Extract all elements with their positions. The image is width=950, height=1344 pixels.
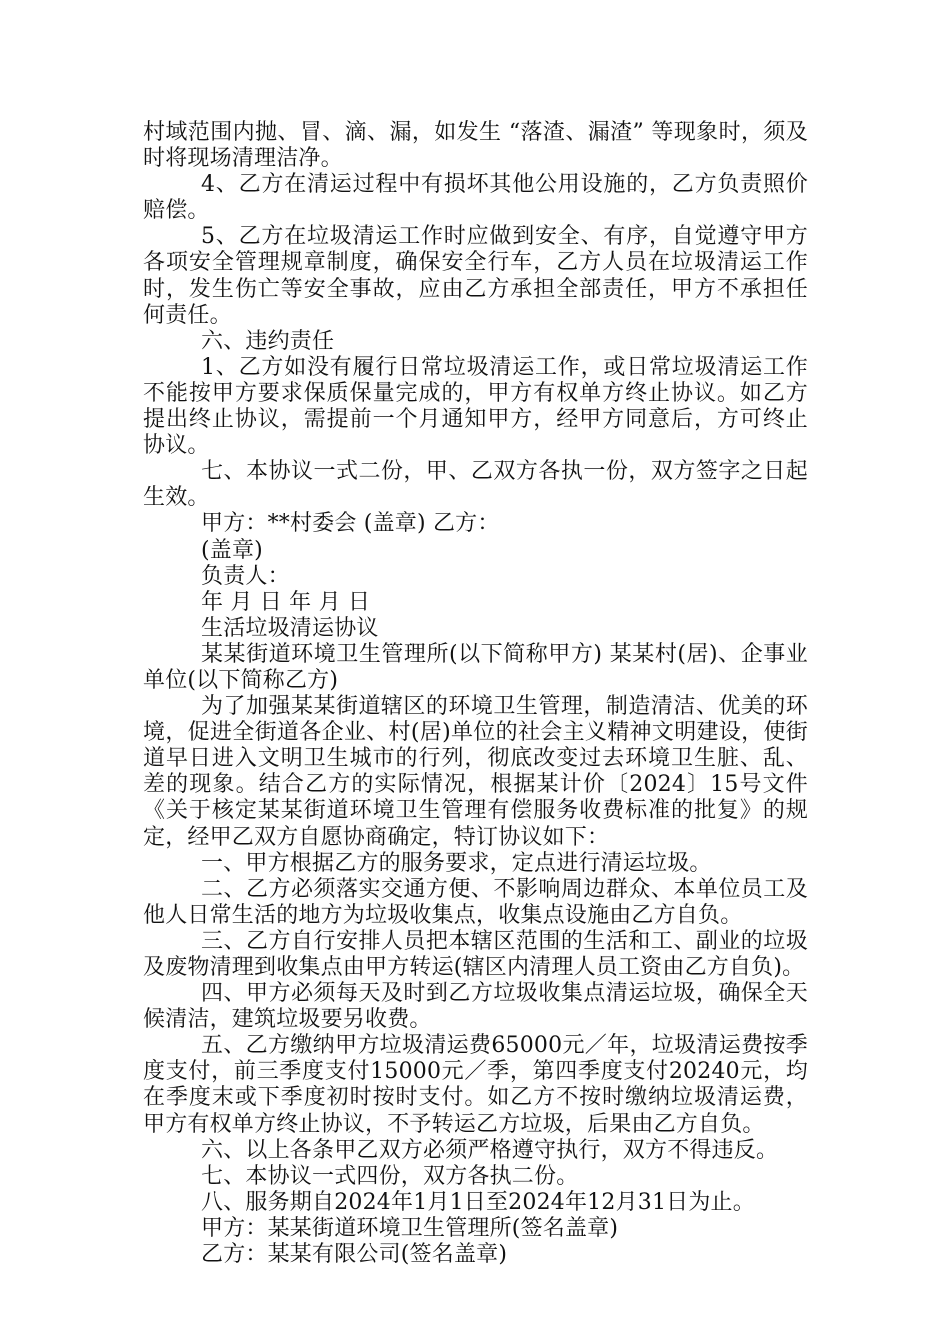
paragraph-article-5: 五、乙方缴纳甲方垃圾清运费65000元／年，垃圾清运费按季度支付，前三季度支付15000元／季，第四季度支付20240元，均在季度末或下季度初时按时支付。如乙方不按时缴纳垃圾清运费，甲方有权单方终止协议，不予转运乙方垃圾，后果由乙方自负。 [143, 1033, 808, 1137]
paragraph-article-8: 八、服务期自2024年1月1日至2024年12月31日为止。 [201, 1189, 755, 1215]
paragraph-copies: 七、本协议一式二份，甲、乙双方各执一份，双方签字之日起生效。 [143, 459, 808, 511]
paragraph-liability-1: 1、乙方如没有履行日常垃圾清运工作，或日常垃圾清运工作不能按甲方要求保质保量完成的，甲方有权单方终止协议。如乙方提出终止协议，需提前一个月通知甲方，经甲方同意后，方可终止协议。 [143, 354, 808, 459]
signature-party-b: 乙方：某某有限公司(签名盖章) [201, 1242, 508, 1268]
paragraph-article-7: 七、本协议一式四份，双方各执二份。 [201, 1163, 579, 1189]
paragraph-article-1: 一、甲方根据乙方的服务要求，定点进行清运垃圾。 [201, 850, 712, 876]
section-heading-liability: 六、违约责任 [201, 328, 335, 354]
paragraph-parties: 某某街道环境卫生管理所(以下简称甲方) 某某村(居)、企事业单位(以下简称乙方) [143, 641, 808, 693]
paragraph-article-2: 二、乙方必须落实交通方便、不影响周边群众、本单位员工及他人日常生活的地方为垃圾收集点，收集点设施由乙方自负。 [143, 876, 808, 928]
paragraph-clause-4: 4、乙方在清运过程中有损坏其他公用设施的，乙方负责照价赔偿。 [143, 172, 808, 224]
paragraph-preamble: 为了加强某某街道辖区的环境卫生管理，制造清洁、优美的环境，促进全街道各企业、村(居)单位的社会主义精神文明建设，使街道早日进入文明卫生城市的行列，彻底改变过去环境卫生脏、乱、差的现象。结合乙方的实际情况，根据某计价〔2024〕15号文件《关于核定某某街道环境卫生管理有偿服务收费标准的批复》的规定，经甲乙双方自愿协商确定，特订协议如下： [143, 694, 808, 850]
document-page [143, 120, 808, 1268]
signature-line-parties: 甲方：**村委会 (盖章) 乙方： [201, 511, 500, 537]
signature-seal: (盖章) [201, 537, 263, 563]
signature-date: 年 月 日 年 月 日 [201, 589, 371, 615]
signature-party-a: 甲方：某某街道环境卫生管理所(签名盖章) [201, 1215, 619, 1241]
paragraph-clause-5: 5、乙方在垃圾清运工作时应做到安全、有序，自觉遵守甲方各项安全管理规章制度，确保安全行车，乙方人员在垃圾清运工作时，发生伤亡等安全事故，应由乙方承担全部责任，甲方不承担任何责任。 [143, 224, 808, 328]
paragraph-continuation: 村域范围内抛、冒、滴、漏，如发生 “落渣、漏渣” 等现象时，须及时将现场清理洁净。 [143, 120, 808, 172]
signature-responsible: 负责人： [201, 563, 290, 589]
paragraph-article-3: 三、乙方自行安排人员把本辖区范围的生活和工、副业的垃圾及废物清理到收集点由甲方转运(辖区内清理人员工资由乙方自负)。 [143, 928, 808, 980]
paragraph-article-6: 六、以上各条甲乙双方必须严格遵守执行，双方不得违反。 [201, 1137, 779, 1163]
paragraph-article-4: 四、甲方必须每天及时到乙方垃圾收集点清运垃圾，确保全天候清洁，建筑垃圾要另收费。 [143, 981, 808, 1033]
agreement-title: 生活垃圾清运协议 [201, 615, 379, 641]
